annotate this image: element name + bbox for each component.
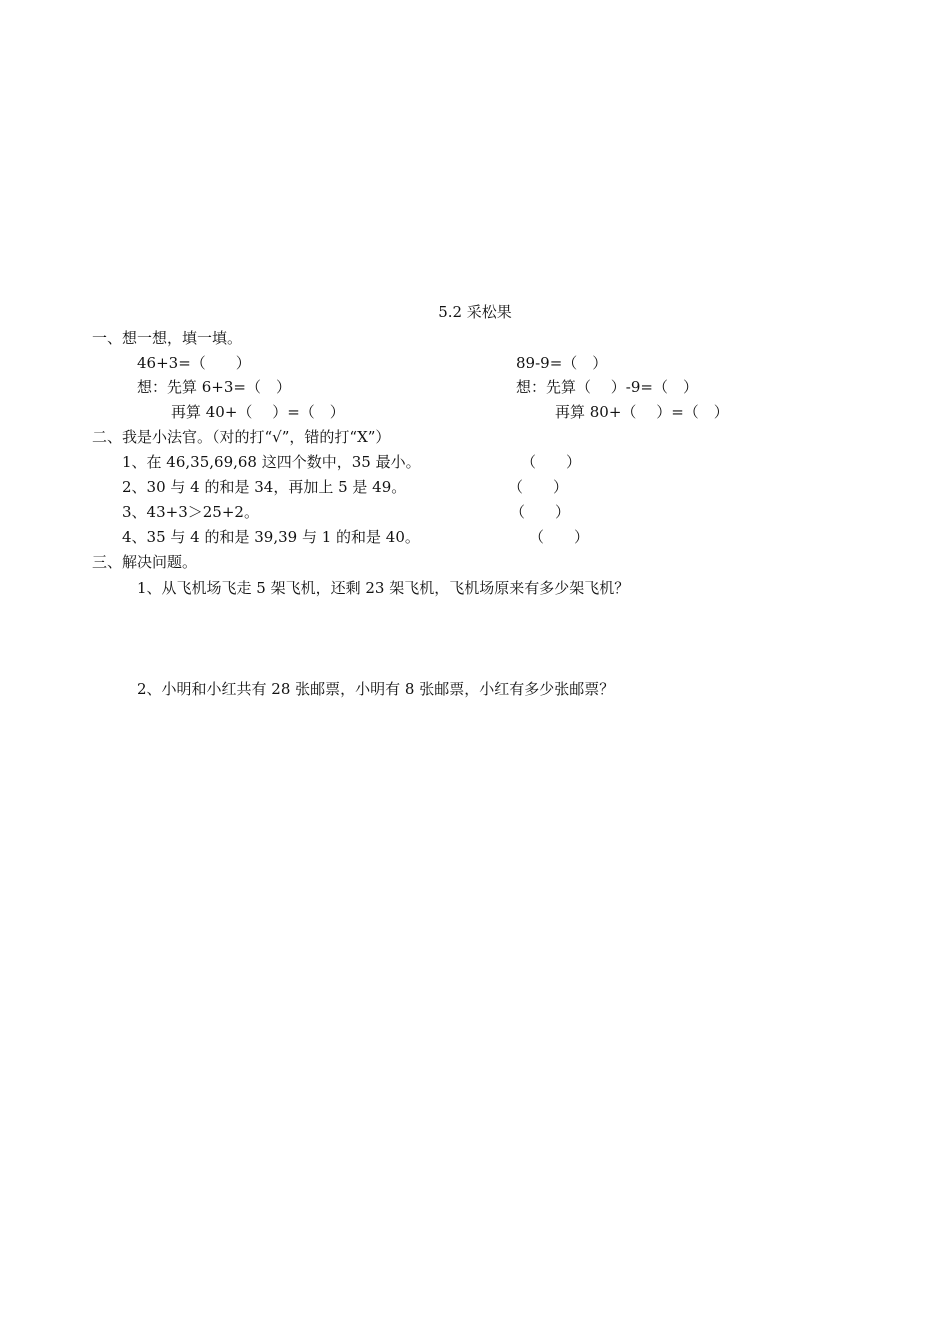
word-problem: 1、从飞机场飞走 5 架飞机，还剩 23 架飞机，飞机场原来有多少架飞机？ [137,579,630,597]
section-2-heading: 二、我是小法官。（对的打“√”，错的打“X”） [92,428,391,446]
judge-item-text: 3、43+3＞25+2。 [122,503,259,521]
judge-item-text: 4、35 与 4 的和是 39,39 与 1 的和是 40。 [122,528,420,546]
judge-item-text: 2、30 与 4 的和是 34，再加上 5 是 49。 [122,478,407,496]
fill-left-then: 再算 40+（ ）=（ ） [171,403,345,421]
fill-right-then: 再算 80+（ ）=（ ） [555,403,729,421]
fill-left-think: 想：先算 6+3=（ ） [137,378,291,396]
fill-right-think: 想：先算（ ）-9=（ ） [516,378,698,396]
word-problem: 2、小明和小红共有 28 张邮票，小明有 8 张邮票，小红有多少张邮票？ [137,680,615,698]
judge-item-blank: （ ） [521,453,582,471]
page-title: 5.2 采松果 [438,303,512,321]
section-1-heading: 一、想一想，填一填。 [92,329,243,347]
judge-item-blank: （ ） [510,503,571,521]
judge-item-blank: （ ） [529,528,590,546]
judge-item-blank: （ ） [508,478,569,496]
fill-left-equation: 46+3=（ ） [137,354,251,372]
section-3-heading: 三、解决问题。 [92,553,198,571]
fill-right-equation: 89-9=（ ） [516,354,608,372]
judge-item-text: 1、在 46,35,69,68 这四个数中，35 最小。 [122,453,421,471]
